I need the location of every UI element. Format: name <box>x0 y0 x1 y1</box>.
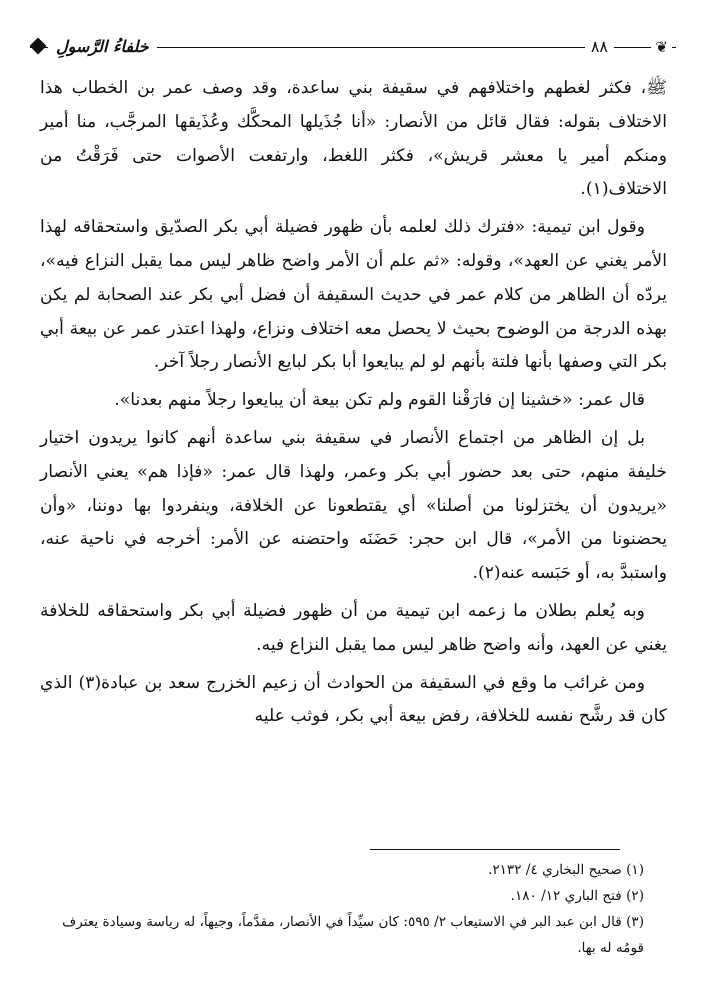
footnote: (٣) قال ابن عبد البر في الاستيعاب ٢/ ٥٩٥: كان سيِّداً في الأنصار، مقدَّماً، وجيهاً، له رياسة وسيادة يعترف قومُه له بها. <box>62 914 644 956</box>
footnote: (١) صحيح البخاري ٤/ ٢١٣٢. <box>488 862 644 878</box>
page-number: ٨٨ <box>585 34 614 60</box>
diamond-ornament-icon <box>30 38 47 55</box>
paragraph: وبه يُعلم بطلان ما زعمه ابن تيمية من أن ظهور فضيلة أبي بكر واستحقاقه للخلافة يغني عن العهد، وأنه واضح ظاهر ليس مما يقبل النزاع فيه. <box>40 600 667 655</box>
paragraph: ﷺ، فكثر لغطهم واختلافهم في سقيفة بني ساعدة، وقد وصف عمر بن الخطاب هذا الاختلاف بقوله: فقال قائل من الأنصار: «أنا جُذَيلها المحكَّك وعُذَيقها المرجَّب، منا أمير ومنكم أمير يا معشر قريش»، فكثر اللغط، وارتفعت الأصوات حتى فَرَقْتُ من الاختلاف(١). <box>40 78 667 200</box>
main-text <box>40 72 667 738</box>
paragraph: قال عمر: «خشينا إن فارَقْنا القوم ولم تكن بيعة أن يبايعوا رجلاً منهم بعدنا». <box>114 390 645 411</box>
footnotes <box>40 857 644 961</box>
floral-ornament-icon: ❦ <box>651 35 672 59</box>
paragraph: بل إن الظاهر من اجتماع الأنصار في سقيفة بني ساعدة أنهم كانوا يريدون اختيار خليفة منهم، حتى بعد حضور أبي بكر وعمر، ولهذا قال عمر: «فإذا هم» يعني الأنصار «يريدون أن يختزلونا من أصلنا» أي يقتطعونا عن الخلافة، وينفردوا بها دوننا، «وأن يحضنونا من الأمر»، قال ابن حجر: حَضَنَه واحتضنه عن الأمر: أخرجه في ناحية عنه، واستبدَّ به، أو حَبَسه عنه(٢). <box>40 427 667 584</box>
paragraph: وقول ابن تيمية: «فترك ذلك لعلمه بأن ظهور فضيلة أبي بكر الصدّيق واستحقاقه لهذا الأمر يغني عن العهد»، وقوله: «ثم علم أن الأمر واضح ظاهر ليس مما يقبل النزاع فيه»، يردّه أن الظاهر من كلام عمر في حديث السقيفة أن فضل أبي بكر عند الصحابة لم يكن بهذه الدرجة من الوضوح بحيث لا يحصل معه اختلاف ونزاع، ولهذا اعتذر عمر عن بيعة أبي بكر التي وصفها بأنها فلتة بأنهم لو لم يبايعوا أبا بكر لبايع الأنصار رجلاً آخر. <box>40 217 667 373</box>
running-title: خلفاءُ الرَّسولِ <box>48 34 157 60</box>
footnote: (٢) فتح الباري ١٢/ ١٨٠. <box>510 888 644 904</box>
running-header <box>30 34 676 62</box>
paragraph: ومن غرائب ما وقع في السقيفة من الحوادث أن زعيم الخزرج سعد بن عبادة(٣) الذي كان قد رشَّح نفسه للخلافة، رفض بيعة أبي بكر، فوثب عليه <box>40 672 667 727</box>
footnote-separator <box>370 849 620 850</box>
